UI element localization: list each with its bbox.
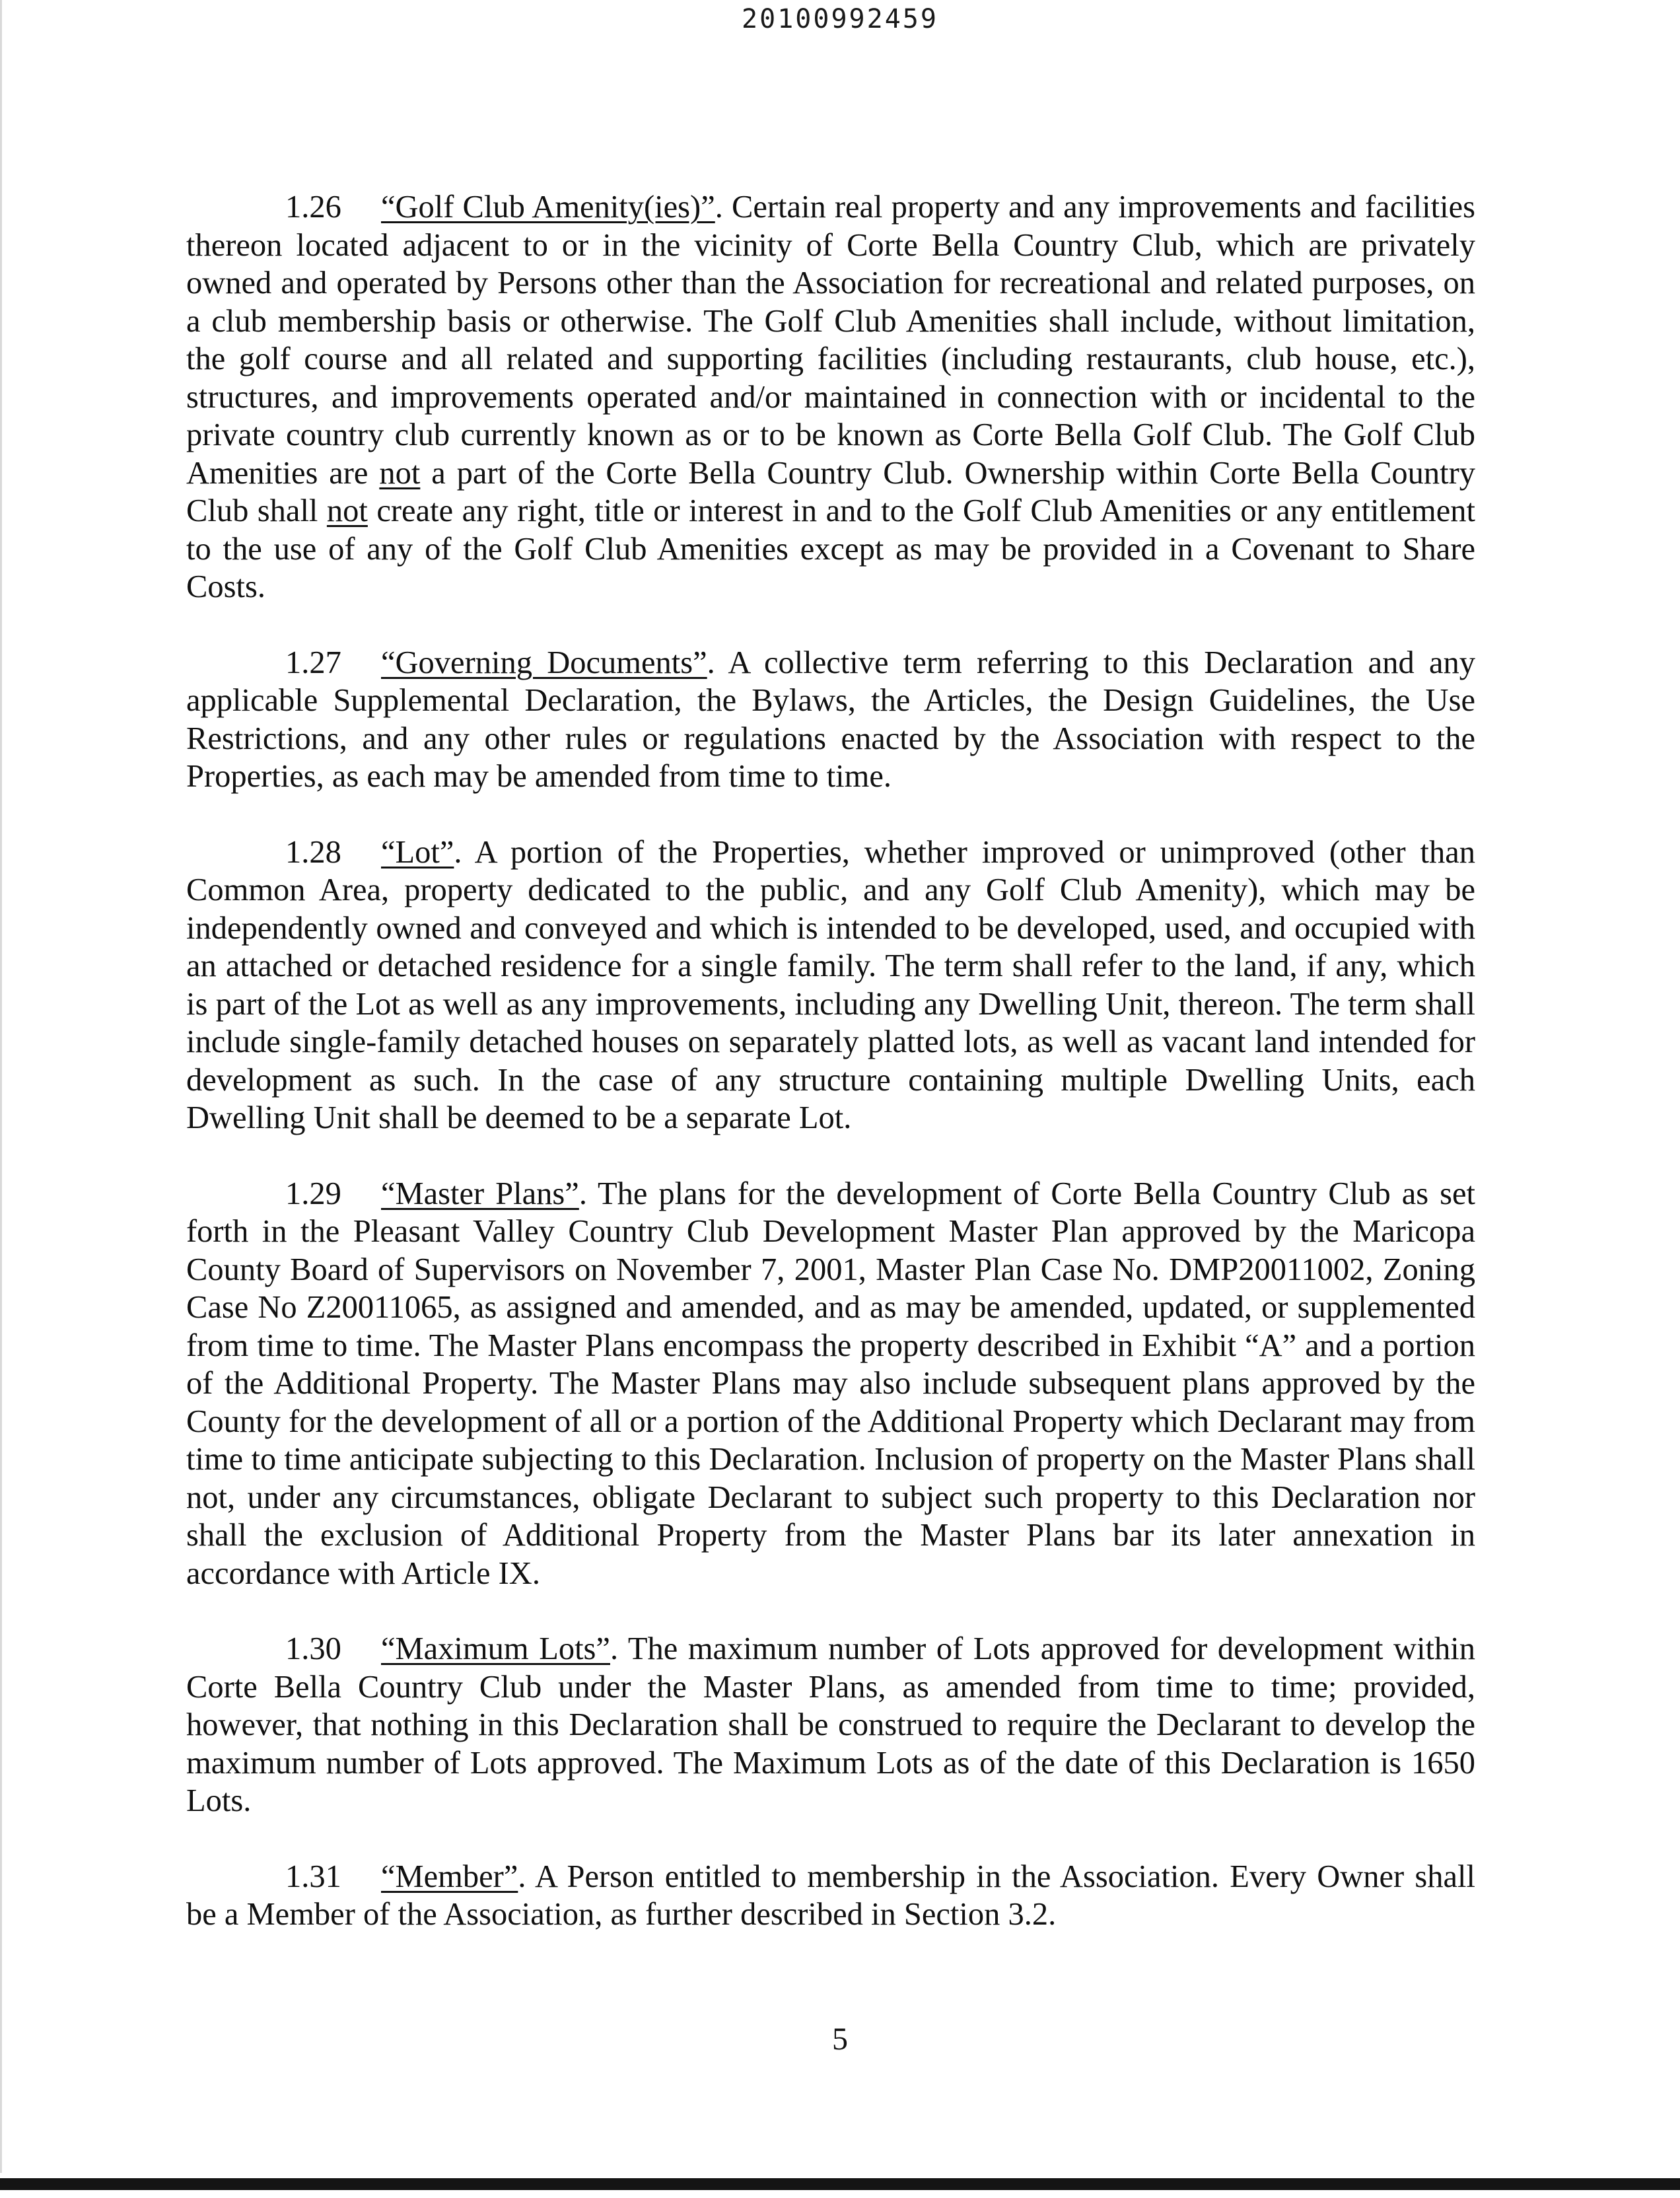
defined-term: “Lot”	[381, 834, 454, 870]
document-number: 20100992459	[742, 4, 938, 34]
scan-bottom-border	[0, 2178, 1680, 2190]
section-text: a part of the Corte Bella Country Club. Ownership within Corte Bella Country Club shall	[186, 455, 1475, 528]
page-number: 5	[832, 2022, 848, 2057]
section-text: . Certain real property and any improvements and facilities thereon located adjacent to or in the vicinity of Corte Bella Country Club, which are privately owned and operated by Persons other than the Association for recreational and related purposes, on a club membership basis or otherwise. The Golf Club Amenities shall include, without limitation, the golf course and all related and supporting facilities (including restaurants, club house, etc.), structures, and improvements operated and/or maintained in connection with or incidental to the private country club currently known as or to be known as Corte Bella Golf Club. The Golf Club Amenities are	[186, 190, 1475, 491]
defined-term: “Maximum Lots”	[381, 1631, 610, 1666]
defined-term: “Master Plans”	[381, 1176, 579, 1211]
section-number: 1.30	[285, 1631, 341, 1666]
defined-term: “Governing Documents”	[381, 645, 707, 680]
emphasis-not: not	[379, 455, 421, 491]
defined-term: “Golf Club Amenity(ies)”	[381, 190, 715, 225]
section-number: 1.26	[285, 190, 341, 225]
section-number: 1.31	[285, 1859, 341, 1894]
section-1-28	[186, 833, 1475, 1137]
scan-left-edge	[0, 0, 2, 2173]
section-text: create any right, title or interest in and to the Golf Club Amenities or any entitlement to the use of any of the Golf Club Amenities except as may be provided in a Covenant to Share Costs.	[186, 493, 1475, 604]
section-text: . A portion of the Properties, whether improved or unimproved (other than Common Area, property dedicated to the public, and any Golf Club Amenity), which may be independently owned and conveyed and which is intended to be developed, used, and occupied with an attached or detached residence for a single family. The term shall refer to the land, if any, which is part of the Lot as well as any improvements, including any Dwelling Unit, thereon. The term shall include single-family detached houses on separately platted lots, as well as vacant land intended for development as such. In the case of any structure containing multiple Dwelling Units, each Dwelling Unit shall be deemed to be a separate Lot.	[186, 834, 1475, 1135]
document-body	[186, 188, 1475, 1971]
section-number: 1.29	[285, 1176, 341, 1211]
emphasis-not: not	[326, 493, 368, 528]
section-1-31	[186, 1858, 1475, 1934]
section-1-26	[186, 188, 1475, 606]
section-number: 1.27	[285, 645, 341, 680]
section-number: 1.28	[285, 834, 341, 870]
section-text: . The maximum number of Lots approved for development within Corte Bella Country Club under the Master Plans, as amended from time to time; provided, however, that nothing in this Declaration shall be construed to require the Declarant to develop the maximum number of Lots approved. The Maximum Lots as of the date of this Declaration is 1650 Lots.	[186, 1631, 1475, 1818]
section-text: . A collective term referring to this Declaration and any applicable Supplemental Declaration, the Bylaws, the Articles, the Design Guidelines, the Use Restrictions, and any other rules or regulations enacted by the Association with respect to the Properties, as each may be amended from time to time.	[186, 645, 1476, 794]
section-1-29	[186, 1175, 1475, 1593]
section-1-30	[186, 1630, 1475, 1820]
defined-term: “Member”	[381, 1859, 518, 1894]
section-1-27	[186, 644, 1475, 796]
section-text: . The plans for the development of Corte Bella Country Club as set forth in the Pleasant Valley Country Club Development Master Plan approved by the Maricopa County Board of Supervisors on November 7, 2001, Master Plan Case No. DMP20011002, Zoning Case No Z20011065, as assigned and amended, and as may be amended, updated, or supplemented from time to time. The Master Plans encompass the property described in Exhibit “A” and a portion of the Additional Property. The Master Plans may also include subsequent plans approved by the County for the development of all or a portion of the Additional Property which Declarant may from time to time anticipate subjecting to this Declaration. Inclusion of property on the Master Plans shall not, under any circumstances, obligate Declarant to subject such property to this Declaration nor shall the exclusion of Additional Property from the Master Plans bar its later annexation in accordance with Article IX.	[186, 1176, 1475, 1591]
section-text: . A Person entitled to membership in the Association. Every Owner shall be a Member of the Association, as further described in Section 3.2.	[186, 1859, 1475, 1932]
